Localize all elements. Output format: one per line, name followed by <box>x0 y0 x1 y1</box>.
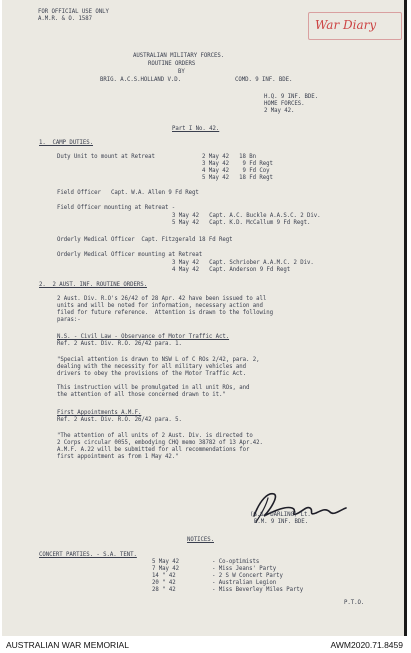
paragraph-line: filed for future reference. Attention is drawn to the following <box>57 310 273 316</box>
notice-date: 14 " 42 <box>152 573 176 579</box>
footer-institution: AUSTRALIAN WAR MEMORIAL <box>6 640 129 650</box>
hq-line: H.Q. 9 INF. BDE. <box>264 94 318 100</box>
document-page <box>2 0 407 636</box>
quote-line: A.M.F. A.22 will be submitted for all recommendations for <box>57 447 250 453</box>
concert-parties-label: CONCERT PARTIES. - S.A. TENT. <box>39 552 137 558</box>
notice-item: - Australian Legion <box>212 580 277 586</box>
quote-line: "The attention of all units of 2 Aust. Div. is directed to <box>57 433 253 439</box>
signature-role: B.M. 9 INF. BDE. <box>254 519 308 525</box>
orderly-medical-retreat: Orderly Medical Officer mounting at Retreat <box>57 252 203 258</box>
title-line-2: ROUTINE ORDERS <box>148 61 196 67</box>
orderly-row: 4 May 42 Capt. Anderson 9 Fd Regt <box>172 267 291 273</box>
notice-item: - Miss Beverley Miles Party <box>212 587 304 593</box>
quote-line: first appointment as from 1 May 42." <box>57 454 179 460</box>
paragraph-line: units and will be noted for information, necessary action and <box>57 303 263 309</box>
notices-heading: NOTICES. <box>187 537 214 543</box>
duty-row: 3 May 42 9 Fd Regt <box>202 161 273 167</box>
orderly-row: 3 May 42 Capt. Schriober A.A.M.C. 2 Div. <box>172 260 314 266</box>
quote-line: This instruction will be promulgated in all unit ROs, and <box>57 385 250 391</box>
paragraph-line: 2 Aust. Div. R.O's 26/42 of 28 Apr. 42 have been issued to all <box>57 296 267 302</box>
footer-accession-number: AWM2020.71.8459 <box>330 640 403 650</box>
quote-line: drivers to obey the provisions of the Motor Traffic Act. <box>57 371 246 377</box>
date-line: 2 May 42. <box>264 108 295 114</box>
signature-name: (G.S. DARLING) Lt. <box>250 512 311 518</box>
section-1-heading: 1. CAMP DUTIES. <box>39 140 93 146</box>
command-title: COMD. 9 INF. BDE. <box>235 77 293 83</box>
field-officer-row: 3 May 42 Capt. A.C. Buckle A.A.S.C. 2 Div. <box>172 213 321 219</box>
notice-item: - Co-optimists <box>212 559 260 565</box>
notice-item: - Miss Jeans' Party <box>212 566 277 572</box>
field-officer-retreat: Field Officer mounting at Retreat - <box>57 205 176 211</box>
paragraph-line: paras:- <box>57 317 81 323</box>
section-2-heading: 2. 2 AUST. INF. ROUTINE ORDERS. <box>39 282 147 288</box>
part-heading: Part I No. 42. <box>172 126 220 132</box>
official-use-label: FOR OFFICIAL USE ONLY <box>38 9 109 15</box>
quote-line: "Special attention is drawn to NSW L of C ROs 2/42, para. 2, <box>57 357 260 363</box>
title-line-3: BY <box>178 69 185 75</box>
item-2-title: First Appointments A.M.F. <box>57 410 142 416</box>
stamp-text: War Diary <box>315 18 377 32</box>
duty-row: 4 May 42 9 Fd Coy <box>202 168 270 174</box>
quote-line: 2 Corps circular 0055, embodying CHQ memo 38782 of 13 Apr.42. <box>57 440 263 446</box>
war-diary-stamp <box>308 12 402 40</box>
duty-row: 5 May 42 18 Fd Regt <box>202 175 273 181</box>
forces-line: HOME FORCES. <box>264 101 305 107</box>
field-officer-row: 5 May 42 Capt. K.D. McCallum 9 Fd Regt. <box>172 220 311 226</box>
item-2-reference: Ref. 2 Aust. Div. R.O. 26/42 para. 5. <box>57 417 182 423</box>
notice-date: 20 " 42 <box>152 580 176 586</box>
reference-number: A.M.R. & O. 1587 <box>38 16 92 22</box>
archive-footer <box>0 636 411 653</box>
field-officer: Field Officer Capt. W.A. Allen 9 Fd Regt <box>57 190 199 196</box>
quote-line: the attention of all those concerned drawn to it." <box>57 392 226 398</box>
commander-name: BRIG. A.C.S.HOLLAND V.D. <box>100 77 181 83</box>
orderly-medical-officer: Orderly Medical Officer Capt. Fitzgerald 18 Fd Regt <box>57 237 233 243</box>
title-line-1: AUSTRALIAN MILITARY FORCES. <box>133 53 225 59</box>
notice-date: 5 May 42 <box>152 559 179 565</box>
please-turn-over: P.T.O. <box>344 600 365 606</box>
duty-row: 2 May 42 18 Bn <box>202 154 256 160</box>
notice-date: 28 " 42 <box>152 587 176 593</box>
notice-date: 7 May 42 <box>152 566 179 572</box>
notice-item: - 2 S W Concert Party <box>212 573 283 579</box>
item-1-title: N.S. - Civil Law - Observance of Motor Traffic Act. <box>57 334 230 340</box>
duty-unit-label: Duty Unit to mount at Retreat <box>57 154 155 160</box>
item-1-reference: Ref. 2 Aust. Div. R.O. 26/42 para. 1. <box>57 341 182 347</box>
quote-line: dealing with the necessity for all military vehicles and <box>57 364 246 370</box>
